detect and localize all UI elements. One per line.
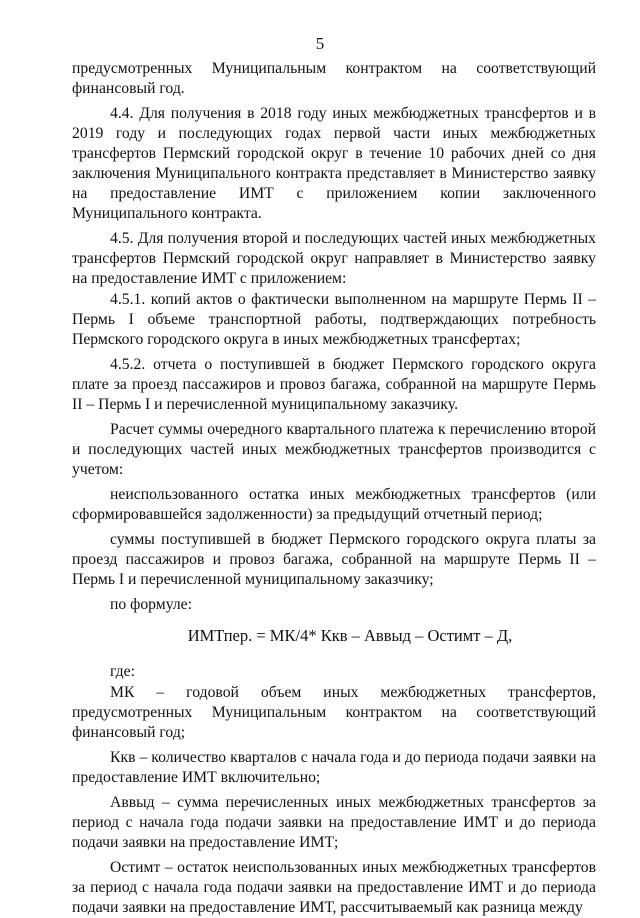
paragraph-4-5: 4.5. Для получения второй и последующих частей иных межбюджетных трансфертов Пермский городской округ направляет в Министерство заявку на предоставление ИМТ с приложением: xyxy=(72,230,596,287)
paragraph-by-formula: по формуле: xyxy=(110,596,193,613)
paragraph-4-4: 4.4. Для получения в 2018 году иных межбюджетных трансфертов и в 2019 году и последующих годах первой части иных межбюджетных трансфертов Пермский городской округ в течение 10 рабочих дней со дня заключения Муниципального контракта представляет в Министерство заявку на предоставление ИМТ с приложением копии заключенного Муниципального контракта. xyxy=(72,105,596,222)
paragraph-unused-balance: неиспользованного остатка иных межбюджетных трансфертов (или сформировавшейся задолженности) за предыдущий отчетный период; xyxy=(72,486,596,523)
paragraph-mk-definition: МК – годовой объем иных межбюджетных трансфертов, предусмотренных Муниципальным контрактом на соответствующий финансовый год; xyxy=(72,684,596,741)
paragraph-kkv-definition: Ккв – количество кварталов с начала года и до периода подачи заявки на предоставление ИМТ включительно; xyxy=(72,749,596,786)
paragraph-4-5-2: 4.5.2. отчета о поступившей в бюджет Пермского городского округа плате за проезд пассажиров и провоз багажа, собранной на маршруте Пермь II – Пермь I и перечисленной муниципальному заказчику. xyxy=(72,356,596,413)
paragraph-calculation-intro: Расчет суммы очередного квартального платежа к перечислению второй и последующих частей иных межбюджетных трансфертов производится с учетом: xyxy=(72,421,596,478)
paragraph-ostimt-definition: Остимт – остаток неиспользованных иных межбюджетных трансфертов за период с начала года подачи заявки на предоставление ИМТ и до периода подачи заявки на предоставление ИМТ, рассчитываемый как разница между xyxy=(72,859,596,916)
paragraph-where: где: xyxy=(110,663,135,680)
page-number: 5 xyxy=(315,34,325,53)
paragraph-contract-year: предусмотренных Муниципальным контрактом на соответствующий финансовый год. xyxy=(72,60,596,97)
document-body xyxy=(72,59,596,918)
calculation-formula: ИМТпер. = МК/4* Ккв – Аввыд – Остимт – Д, xyxy=(187,626,513,645)
paragraph-avvyd-definition: Аввыд – сумма перечисленных иных межбюджетных трансфертов за период с начала года подачи заявки на предоставление ИМТ и до периода подачи заявки на предоставление ИМТ; xyxy=(72,794,596,851)
paragraph-received-fare: суммы поступившей в бюджет Пермского городского округа платы за проезд пассажиров и провоз багажа, собранной на маршруте Пермь II – Пермь I и перечисленной муниципальному заказчику; xyxy=(72,531,596,588)
paragraph-4-5-1: 4.5.1. копий актов о фактически выполненном на маршруте Пермь II – Пермь I объеме транспортной работы, подтверждающих потребность Пермского городского округа в иных межбюджетных трансфертах; xyxy=(72,291,596,348)
